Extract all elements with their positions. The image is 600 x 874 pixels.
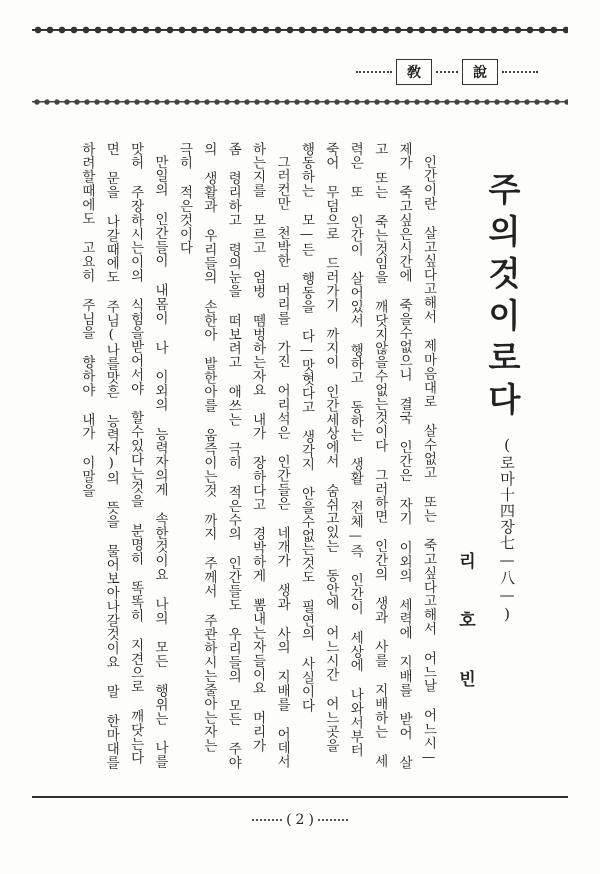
dotted-leader-middle bbox=[436, 71, 458, 73]
body-paragraph-2: 그러컨만 천박한 머리를 가진 어리석은 인간들은 네개가 생과 사의 지배를 어데서 하는지를 모르고 엄벙 뗌벙하는자요 내가 장하다고 경박하게 뽐내는자들이요 머리가 좀 령리하고 령의눈을 떠보려고 애쓰는 극히 적은수의 인간들도 우리들의 모든 주야의 생활과 우리들의 손한아 발한아를 움즉이는것 까지 주께서 주관하시는줄아는자는 극히 적은것이다 bbox=[176, 142, 290, 770]
page-number: 2 bbox=[295, 812, 305, 828]
page-number-footer bbox=[0, 812, 600, 828]
section-label bbox=[356, 58, 538, 86]
dotted-leader-left bbox=[356, 71, 392, 73]
article-body bbox=[50, 142, 440, 778]
ornamental-divider bbox=[32, 97, 568, 107]
body-paragraph-1: 인간이란 살고싶다고해서 제마음대로 살수없고 또는 죽고싶다고해서 어느날 어느시—제가 죽고싶은시간에 죽을수없으니 결국 인간은 자기 이외의 세력에 지배를 받어 살고 또는 죽는것임을 깨닷지않을수없는것이다 그러하면 인간의 생과 사를 지배하는 세력은 또 인간이 살어있서 행하고 동하는 생활 전체—즉 인간이 세상에 나와서부터 죽어 무덤으로 드러가기 까지이 인간세상에서 숨쉬고있는 동안에 어느시간 어느곳을 행동하는 모—든 행동을 다—맛혓다고 생각지 안을수없는것도 필연의 사실이다 bbox=[298, 142, 436, 770]
section-label-char-1: 敎 bbox=[396, 59, 432, 85]
author-name: 리호빈 bbox=[455, 552, 475, 729]
page-number-open: ( bbox=[286, 812, 292, 828]
page-number-dots-right bbox=[318, 819, 348, 821]
top-ornamental-border bbox=[32, 22, 568, 38]
page-number-dots-left bbox=[252, 819, 282, 821]
bottom-rule bbox=[32, 796, 568, 798]
scripture-reference: (로마十四장七—八—) bbox=[498, 436, 516, 624]
dotted-leader-right bbox=[502, 71, 538, 73]
body-paragraph-3: 만일의 인간들이 내몸이 나 이외의 능력자의게 속한것이요 나의 모든 행위는 나를 맛허 주장하시는이의 식힘을받어서야 할수있다는것을 분명히 똑똑히 지견으로 깨닷는다면 문을 나갈때에도 주님(나를맛흔 능력자)의 뜻을 물어보아나갈것이요 말 한마대를 하려할때에도 고요히 주님을 향하야 내가 이말을 bbox=[79, 142, 168, 770]
article-title: 주의것이로다 bbox=[483, 172, 522, 424]
section-label-char-2: 說 bbox=[462, 59, 498, 85]
page-number-close: ) bbox=[308, 812, 314, 828]
